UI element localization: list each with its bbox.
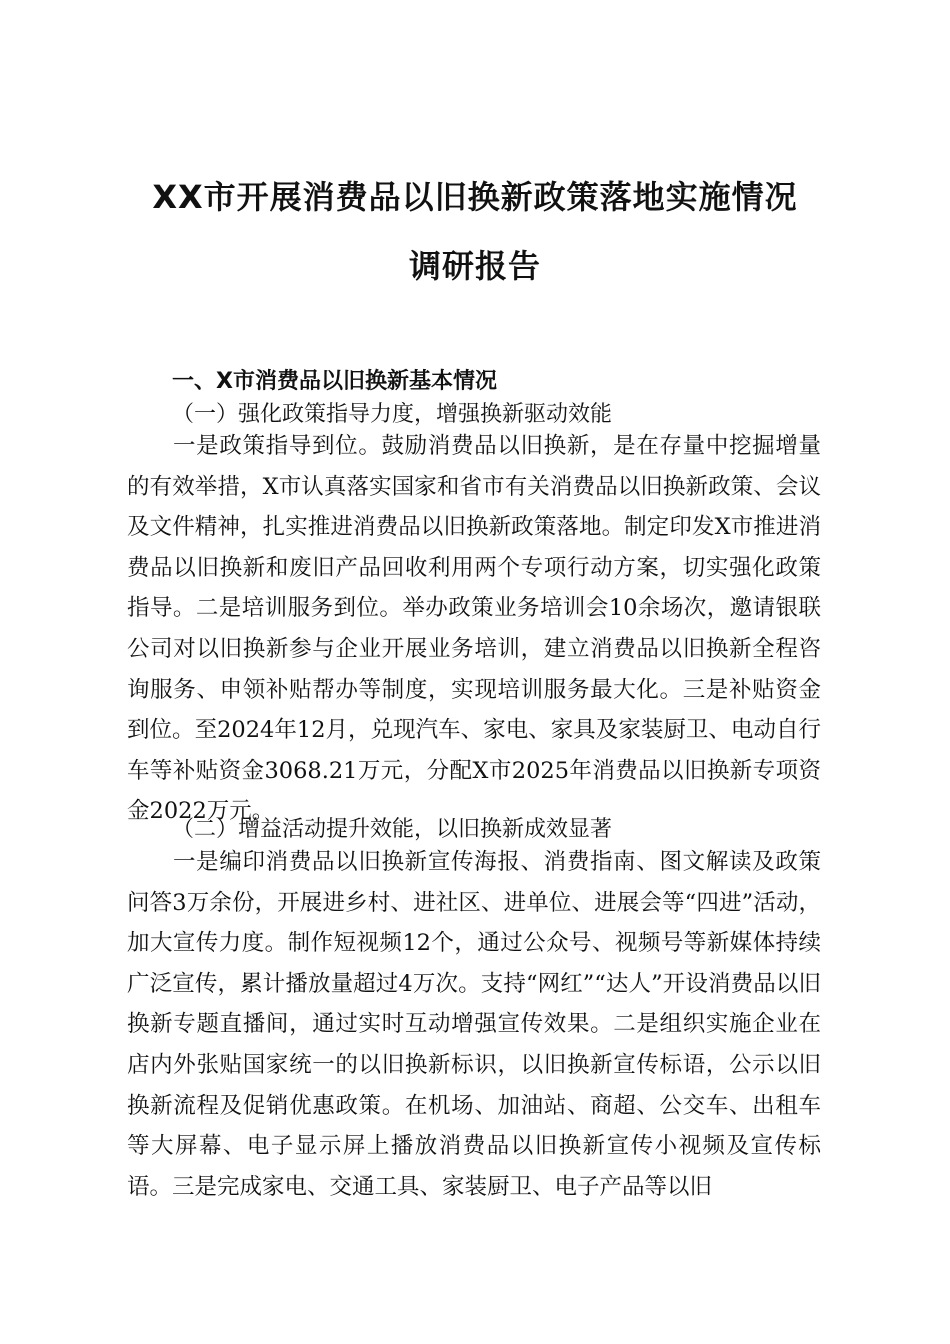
subsection-heading-2: （二）增益活动提升效能，以旧换新成效显著: [172, 817, 613, 842]
section-heading-1: 一、X市消费品以旧换新基本情况: [172, 369, 497, 394]
document-title-line-2: 调研报告: [408, 247, 541, 285]
subsection-heading-1: （一）强化政策指导力度，增强换新驱动效能: [172, 402, 613, 427]
body-paragraph-2: 一是编印消费品以旧换新宣传海报、消费指南、图文解读及政策问答3万余份，开展进乡村、进社区、进单位、进展会等“四进”活动，加大宣传力度。制作短视频12个，通过公众号、视频号等新媒体持续广泛宣传，累计播放量超过4万次。支持“网红”“达人”开设消费品以旧换新专题直播间，通过实时互动增强宣传效果。二是组织实施企业在店内外张贴国家统一的以旧换新标识，以旧换新宣传标语，公示以旧换新流程及促销优惠政策。在机场、加油站、商超、公交车、出租车等大屏幕、电子显示屏上播放消费品以旧换新宣传小视频及宣传标语。三是完成家电、交通工具、家装厨卫、电子产品等以旧: [127, 849, 821, 1200]
body-paragraph-1: 一是政策指导到位。鼓励消费品以旧换新，是在存量中挖掘增量的有效举措，X市认真落实国家和省市有关消费品以旧换新政策、会议及文件精神，扎实推进消费品以旧换新政策落地。制定印发X市推进消费品以旧换新和废旧产品回收利用两个专项行动方案，切实强化政策指导。二是培训服务到位。举办政策业务培训会10余场次，邀请银联公司对以旧换新参与企业开展业务培训，建立消费品以旧换新全程咨询服务、申领补贴帮办等制度，实现培训服务最大化。三是补贴资金到位。至2024年12月，兑现汽车、家电、家具及家装厨卫、电动自行车等补贴资金3068.21万元，分配X市2025年消费品以旧换新专项资金2022万元。: [127, 433, 821, 825]
document-title-line-1: XX市开展消费品以旧换新政策落地实施情况: [152, 178, 798, 216]
